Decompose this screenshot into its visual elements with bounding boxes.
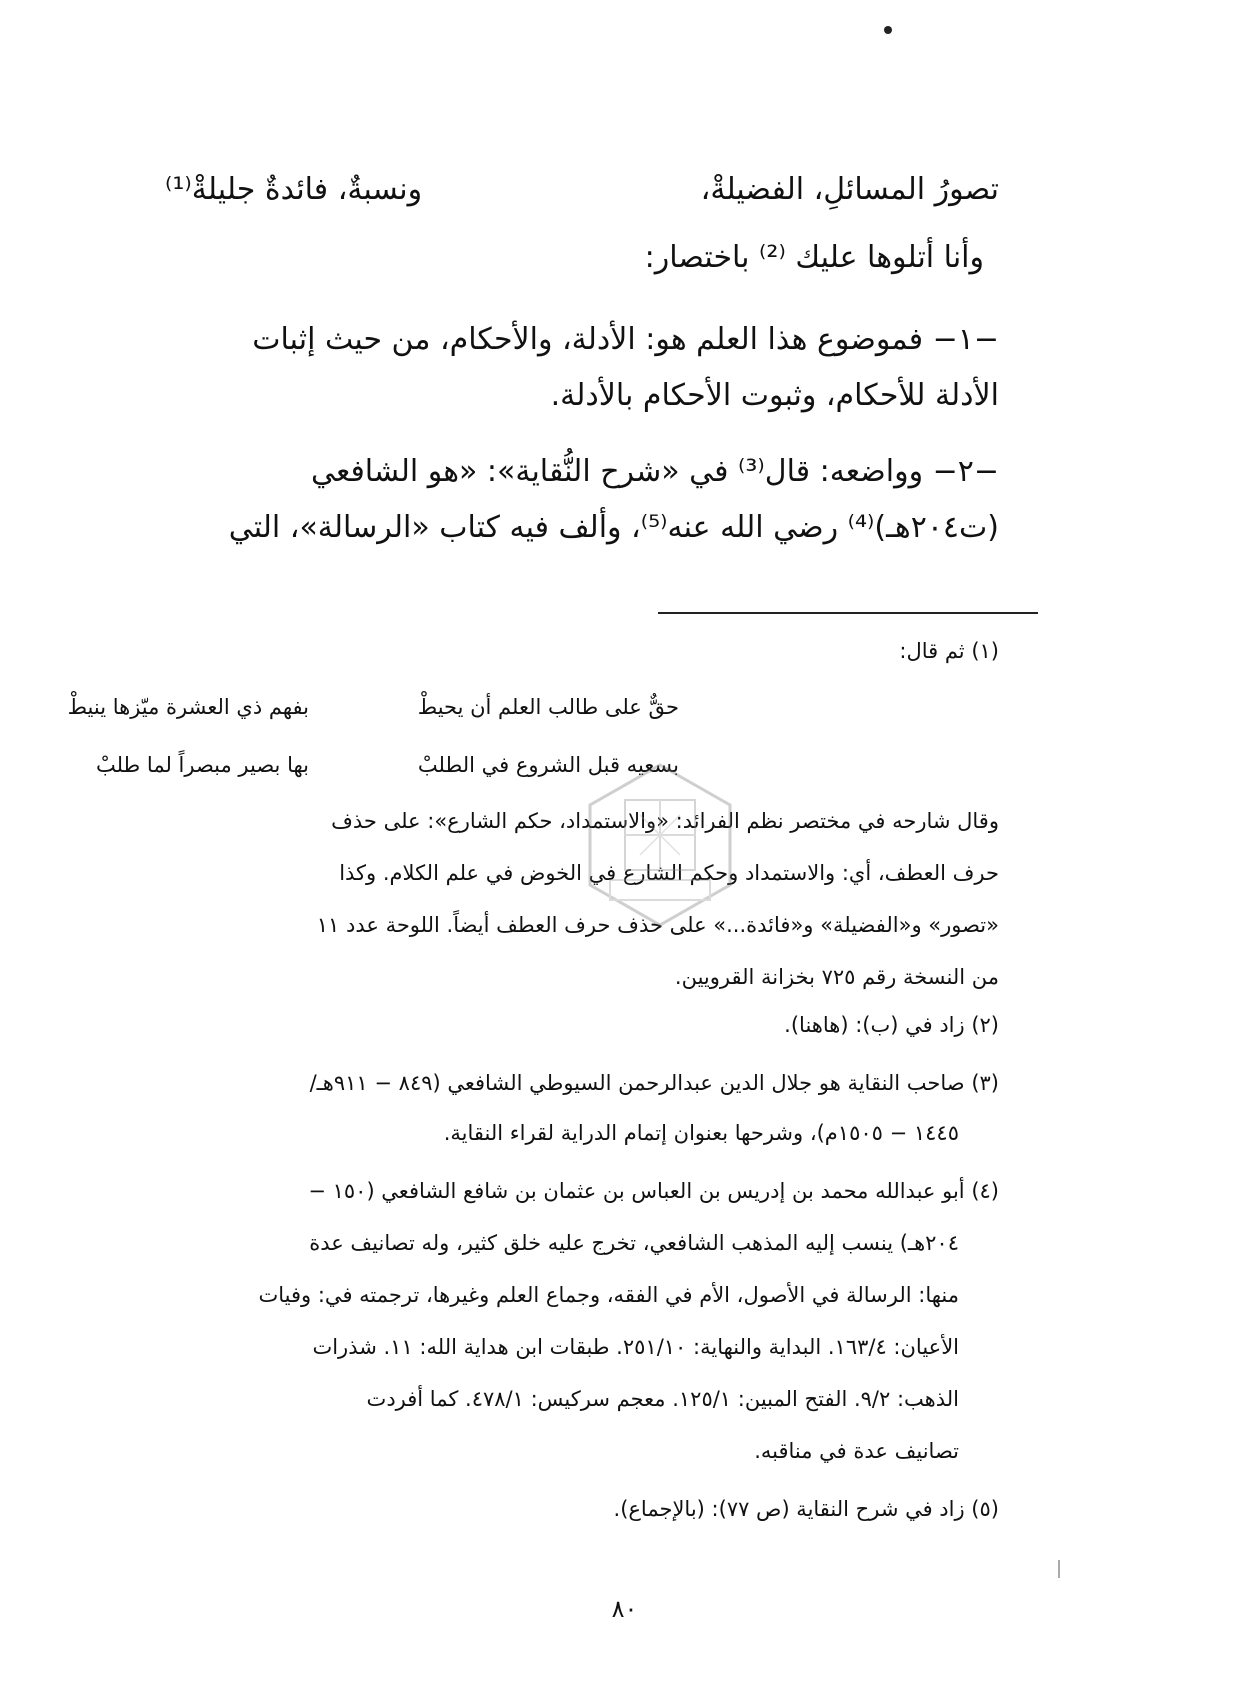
footnote-4-line-2: ٢٠٤هـ) ينسب إليه المذهب الشافعي، تخرج عليه خلق كثير، وله تصانيف عدة xyxy=(309,1231,959,1255)
main-line-3: −١− فموضوع هذا العلم هو: الأدلة، والأحكام، من حيث إثبات xyxy=(252,322,999,357)
library-seal-watermark-icon xyxy=(580,760,740,930)
main-line-4: الأدلة للأحكام، وثبوت الأحكام بالأدلة. xyxy=(550,378,999,413)
verse-line xyxy=(165,170,999,210)
poem-2-first: بسعيه قبل الشروع في الطلبْ xyxy=(417,753,679,777)
margin-mark xyxy=(1058,1560,1060,1578)
poem-1-first: حقٌّ على طالب العلم أن يحيطْ xyxy=(417,695,679,719)
footnote-2: (٢) زاد في (ب): (هاهنا). xyxy=(784,1013,999,1037)
footnote-5: (٥) زاد في شرح النقاية (ص ٧٧): (بالإجماع). xyxy=(613,1497,999,1521)
footnote-4-line-6: تصانيف عدة في مناقبه. xyxy=(754,1439,959,1463)
footnote-4-line-1: (٤) أبو عبدالله محمد بن إدريس بن العباس بن عثمان بن شافع الشافعي (١٥٠ − xyxy=(308,1179,999,1203)
scan-dot xyxy=(884,26,892,34)
footnote-1-line-3: «تصور» و«الفضيلة» و«فائدة...» على حذف حرف العطف أيضاً. اللوحة عدد ١١ xyxy=(316,913,999,937)
footnote-4-line-3: منها: الرسالة في الأصول، الأم في الفقه، وجماع العلم وغيرها، ترجمته في: وفيات xyxy=(258,1283,959,1307)
poem-2-second: بها بصير مبصراً لما طلبْ xyxy=(95,753,309,777)
footnote-separator xyxy=(658,612,1038,614)
footnote-1-line-1: وقال شارحه في مختصر نظم الفرائد: «والاستمداد، حكم الشارع»: على حذف xyxy=(331,809,999,833)
main-line-5: −٢− وواضعه: قال⁽³⁾ في «شرح النُّقاية»: «هو الشافعي xyxy=(310,454,999,489)
footnote-3-line-1: (٣) صاحب النقاية هو جلال الدين عبدالرحمن السيوطي الشافعي (٨٤٩ − ٩١١هـ/ xyxy=(309,1071,999,1095)
poem-1-second: بفهم ذي العشرة ميّزها ينيطْ xyxy=(67,695,309,719)
verse-left-hemistich: تصورُ المسائلِ، الفضيلةْ، xyxy=(700,172,999,207)
main-line-6: (ت٢٠٤هـ)⁽⁴⁾ رضي الله عنه⁽⁵⁾، وألف فيه كتاب «الرسالة»، التي xyxy=(228,510,999,545)
footnote-3-line-2: ١٤٤٥ − ١٥٠٥م)، وشرحها بعنوان إتمام الدراية لقراء النقاية. xyxy=(443,1121,959,1145)
main-line-2: وأنا أتلوها عليك ⁽²⁾ باختصار: xyxy=(644,240,984,275)
footnote-1-intro: (١) ثم قال: xyxy=(899,639,999,663)
footnote-1-line-2: حرف العطف، أي: والاستمداد وحكم الشارع في الخوض في علم الكلام. وكذا xyxy=(339,861,999,885)
footnote-1-line-4: من النسخة رقم ٧٢٥ بخزانة القرويين. xyxy=(674,965,999,989)
page-number: ٨٠ xyxy=(611,1595,638,1623)
verse-right-hemistich: ونسبةٌ، فائدةٌ جليلةْ⁽¹⁾ xyxy=(165,172,423,207)
footnote-4-line-5: الذهب: ٩/٢. الفتح المبين: ١٢٥/١. معجم سركيس: ٤٧٨/١. كما أفردت xyxy=(366,1387,959,1411)
footnote-4-line-4: الأعيان: ١٦٣/٤. البداية والنهاية: ٢٥١/١٠. طبقات ابن هداية الله: ١١. شذرات xyxy=(312,1335,959,1359)
